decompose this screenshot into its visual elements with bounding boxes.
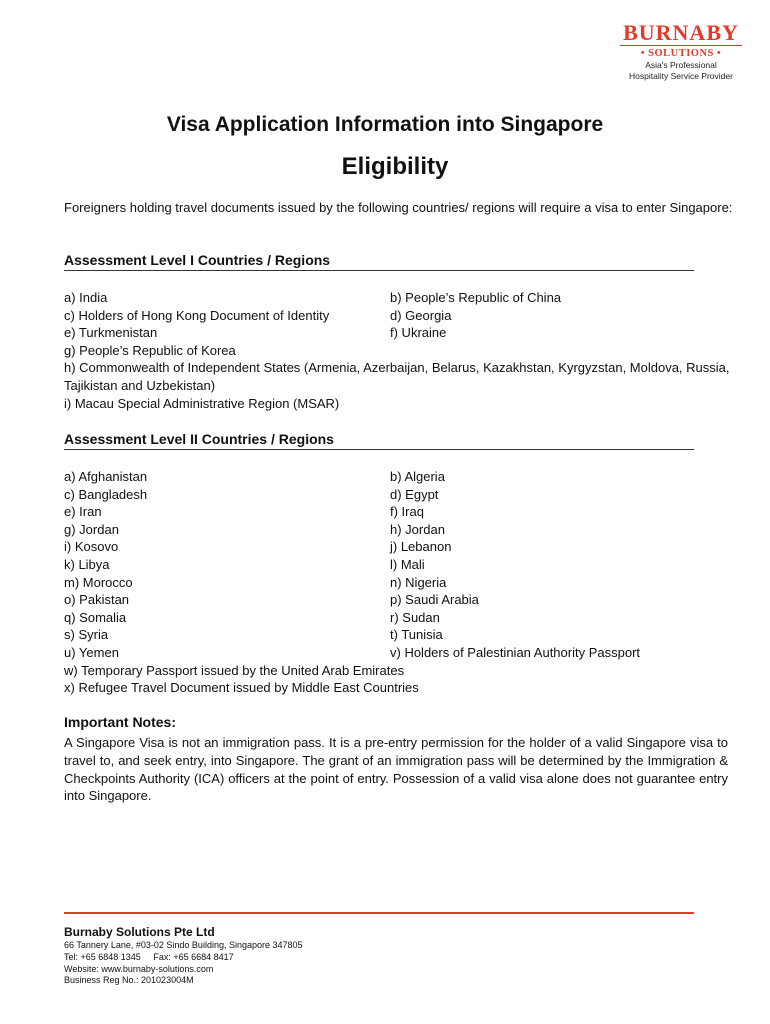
footer-company: Burnaby Solutions Pte Ltd	[64, 925, 215, 939]
footer-divider	[64, 912, 694, 914]
company-logo	[620, 22, 742, 82]
list-row	[64, 468, 734, 486]
page-subtitle: Eligibility	[341, 153, 449, 180]
footer-address: 66 Tannery Lane, #03-02 Sindo Building, Singapore 347805	[64, 940, 303, 950]
list-item: b) People’s Republic of China	[390, 290, 562, 305]
list-item: g) Jordan	[64, 521, 119, 537]
list-item: a) India	[64, 290, 108, 305]
list-row	[64, 307, 734, 325]
page-title: Visa Application Information into Singapore	[166, 113, 604, 136]
list-item: v) Holders of Palestinian Authority Passport	[390, 644, 641, 660]
list-item: a) Afghanistan	[64, 469, 148, 484]
list-item: l) Mali	[390, 556, 425, 572]
list-row	[64, 574, 734, 592]
list-item: j) Lebanon	[390, 539, 452, 555]
logo-tagline-2: Hospitality Service Provider	[629, 71, 733, 81]
list-item: i) Macau Special Administrative Region (MSAR)	[64, 395, 340, 411]
list-item: r) Sudan	[390, 609, 440, 625]
intro-paragraph: Foreigners holding travel documents issued by the following countries/ regions will require a visa to enter Singapore:	[64, 200, 733, 215]
list-row	[64, 486, 734, 504]
logo-sub: • SOLUTIONS •	[640, 48, 722, 59]
list-row	[64, 626, 734, 644]
list-item: f) Iraq	[390, 504, 424, 520]
list-item: n) Nigeria	[390, 574, 447, 590]
list-item: c) Bangladesh	[64, 486, 148, 502]
logo-name: BURNABY	[623, 20, 739, 45]
list-item: x) Refugee Travel Document issued by Middle East Countries	[64, 680, 419, 696]
list-row	[64, 644, 734, 662]
list-item: o) Pakistan	[64, 592, 130, 608]
notes-heading: Important Notes:	[64, 714, 176, 730]
list-item: h) Jordan	[390, 521, 445, 537]
list-item: b) Algeria	[390, 469, 445, 484]
list-item: c) Holders of Hong Kong Document of Identity	[64, 307, 330, 323]
list-item: p) Saudi Arabia	[390, 592, 479, 608]
list-item: t) Tunisia	[390, 627, 443, 643]
list-item: q) Somalia	[64, 609, 127, 625]
level1-list	[64, 289, 734, 412]
list-item: g) People’s Republic of Korea	[64, 342, 236, 358]
list-row	[64, 556, 734, 574]
list-item: i) Kosovo	[64, 539, 119, 555]
list-item: e) Turkmenistan	[64, 325, 158, 341]
level2-heading: Assessment Level II Countries / Regions	[64, 430, 694, 450]
list-row	[64, 609, 734, 627]
level2-list	[64, 468, 734, 697]
list-item: s) Syria	[64, 627, 109, 643]
list-item: w) Temporary Passport issued by the United Arab Emirates	[64, 662, 405, 678]
list-item: k) Libya	[64, 556, 110, 572]
footer	[64, 924, 303, 987]
list-row	[64, 289, 734, 307]
logo-tagline-1: Asia's Professional	[645, 60, 717, 70]
list-item: f) Ukraine	[390, 325, 447, 341]
list-row	[64, 503, 734, 521]
list-item: m) Morocco	[64, 574, 133, 590]
notes-body: A Singapore Visa is not an immigration pass. It is a pre-entry permission for the holder of a valid Singapore visa to travel to, and seek entry, into Singapore. The grant of an immigration pass will be determined by the Immigration & Checkpoints Authority (ICA) officers at the point of entry. Possession of a valid visa alone does not guarantee entry into Singapore.	[64, 735, 728, 804]
list-row	[64, 591, 734, 609]
level1-heading: Assessment Level I Countries / Regions	[64, 251, 694, 271]
list-row	[64, 538, 734, 556]
list-row	[64, 324, 734, 342]
footer-website: Website: www.burnaby-solutions.com	[64, 963, 214, 974]
list-row	[64, 521, 734, 539]
list-item: d) Georgia	[390, 307, 452, 323]
list-item: d) Egypt	[390, 486, 439, 502]
list-item: u) Yemen	[64, 644, 119, 660]
list-item: e) Iran	[64, 504, 102, 520]
footer-phone: Tel: +65 6848 1345 Fax: +65 6684 8417	[64, 951, 234, 962]
list-item: h) Commonwealth of Independent States (Armenia, Azerbaijan, Belarus, Kazakhstan, Kyrgyzstan, Moldova, Russia, Tajikistan and Uzbekistan)	[64, 360, 730, 393]
footer-reg: Business Reg No.: 201023004M	[64, 975, 194, 986]
logo-divider	[620, 45, 742, 46]
